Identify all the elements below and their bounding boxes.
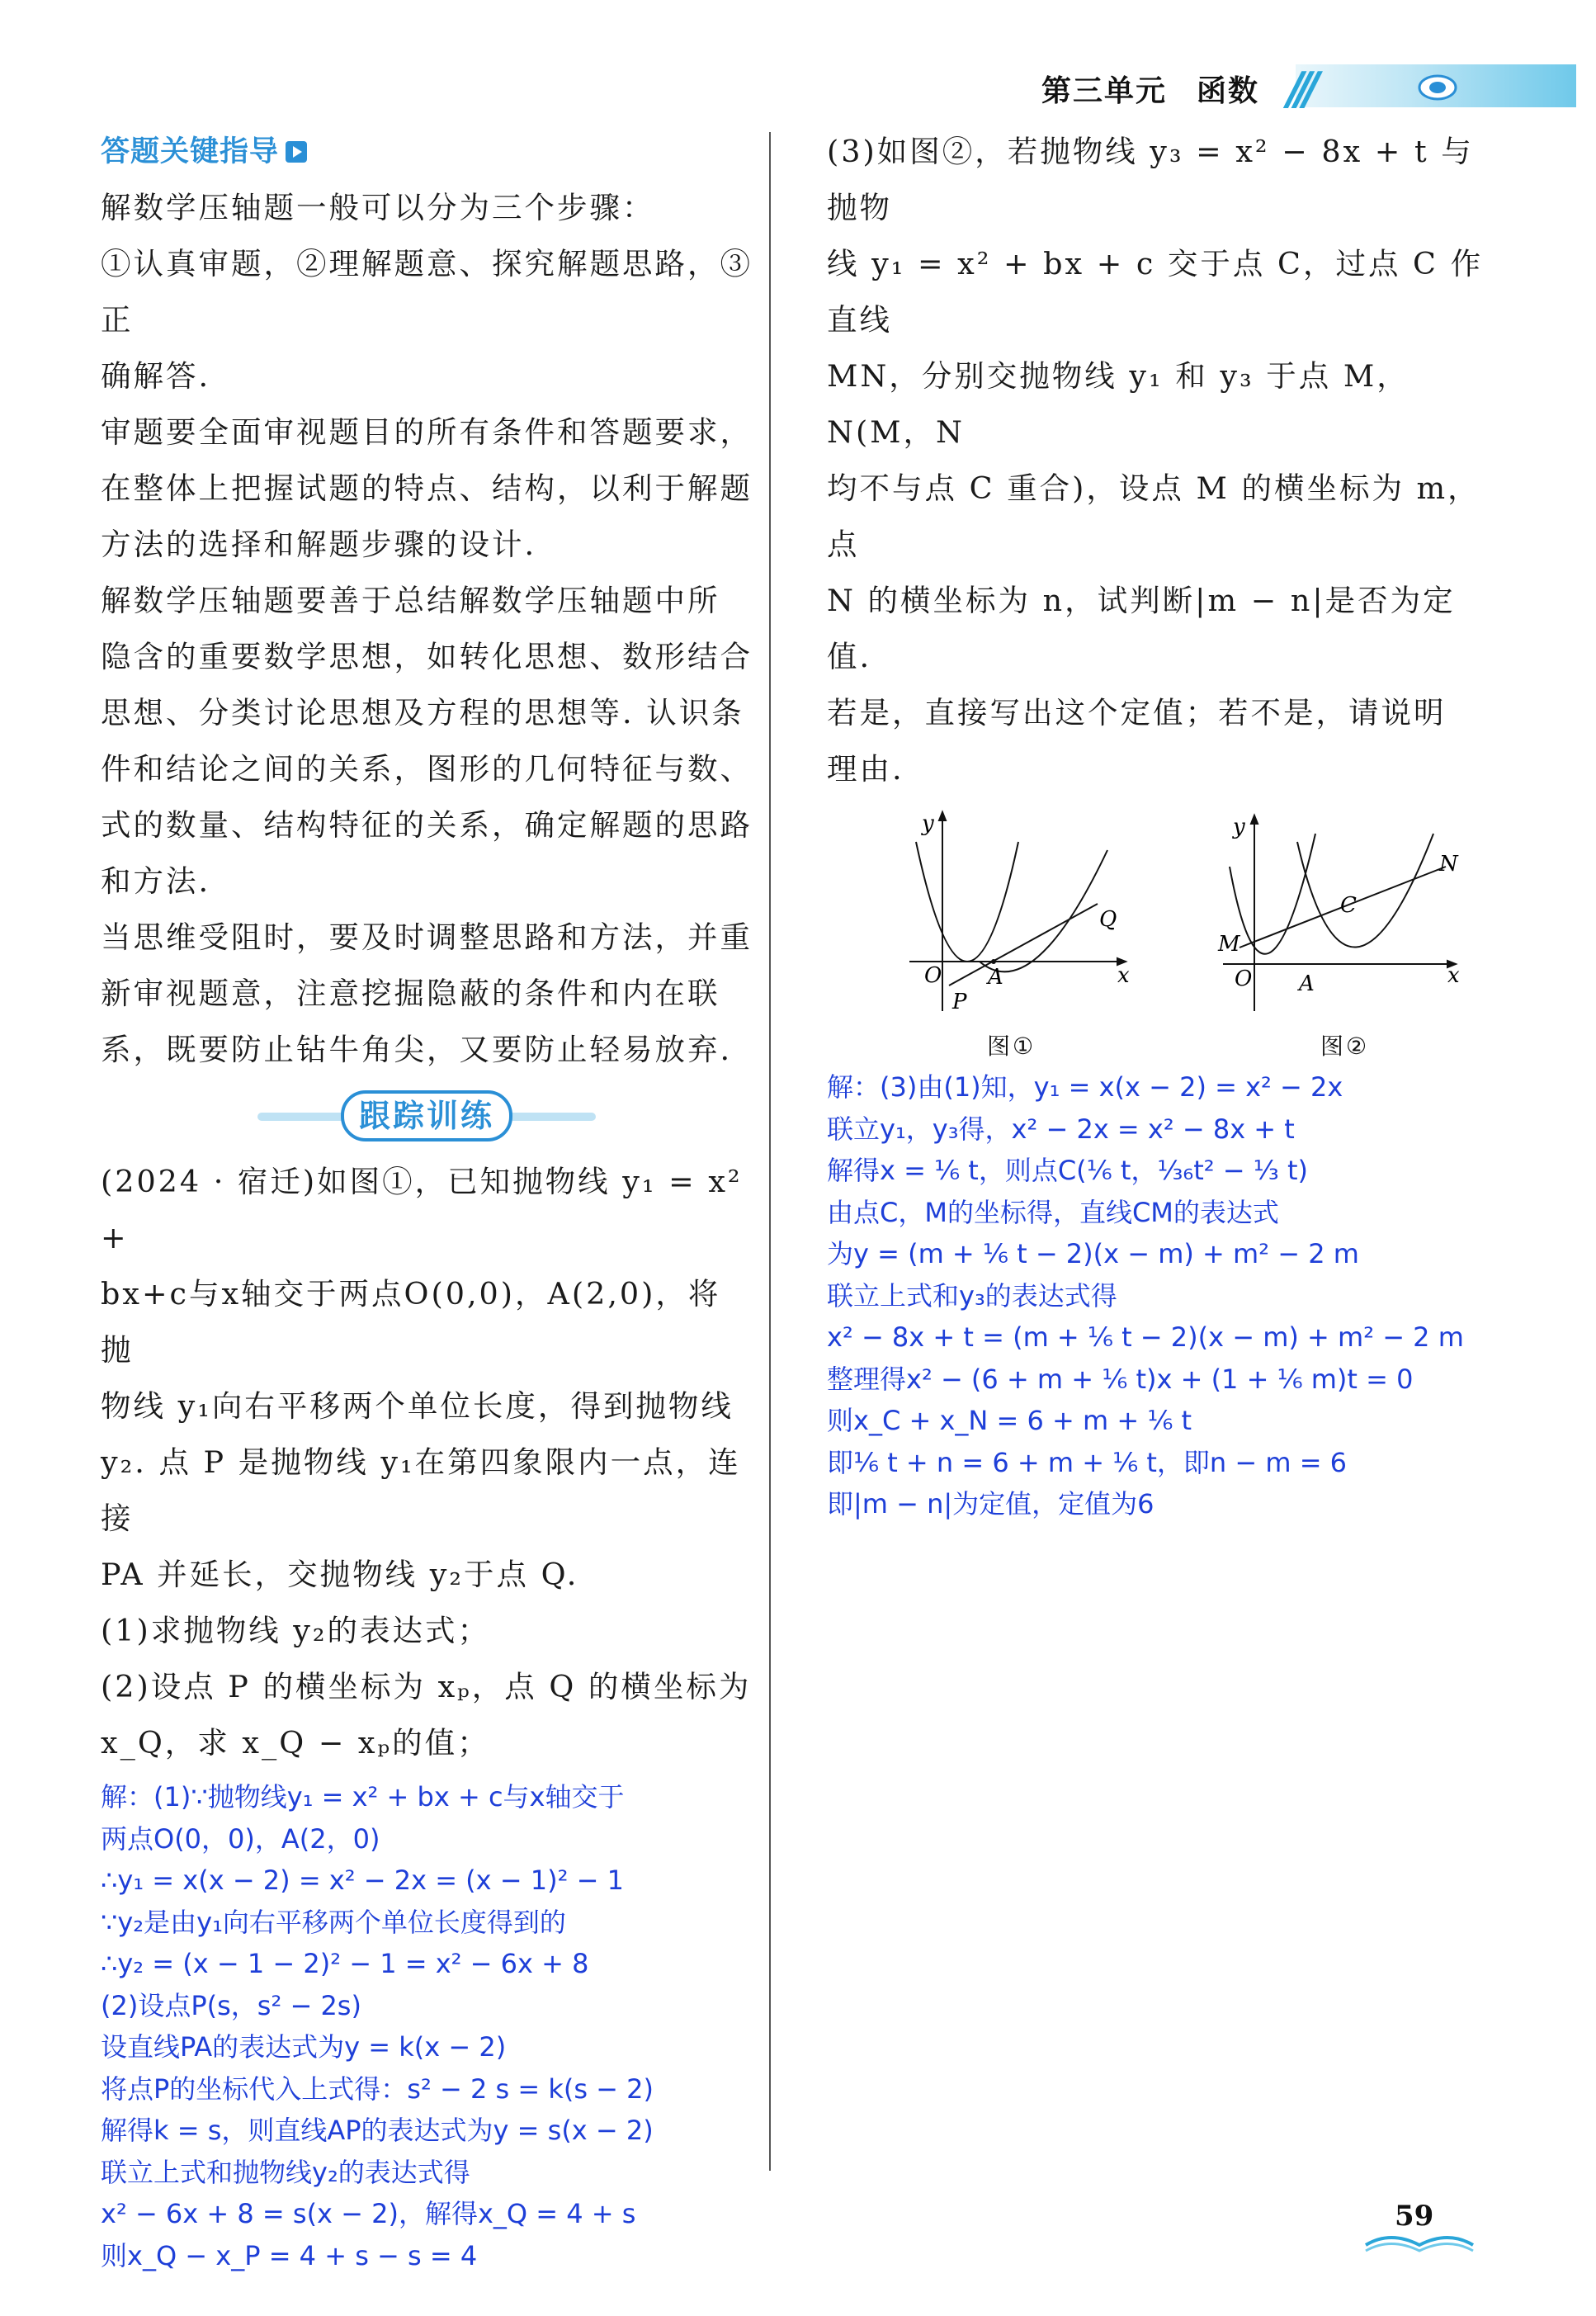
problem-line: N 的横坐标为 n，试判断|m − n|是否为定值. <box>827 583 1456 674</box>
answer-line: 设直线PA的表达式为y = k(x − 2) <box>101 2031 507 2063</box>
handwritten-answer-part3 <box>827 1066 1487 1525</box>
problem-line: 若是，直接写出这个定值；若不是，请说明 <box>827 695 1447 730</box>
label-P: P <box>952 990 970 1014</box>
label-M: M <box>1218 932 1243 957</box>
book-wave-icon <box>1362 2229 1477 2253</box>
text-line: 解数学压轴题一般可以分为三个步骤： <box>101 190 655 225</box>
text-line: 思想、分类讨论思想及方程的思想等. 认识条 <box>101 695 744 730</box>
page-number: 59 <box>1395 2200 1434 2233</box>
text-line: 当思维受阻时，要及时调整思路和方法，并重 <box>101 919 753 955</box>
answer-line: 为y = (m + ⅙ t − 2)(x − m) + m² − 2 m <box>827 1238 1359 1269</box>
label-N: N <box>1439 852 1461 877</box>
problem-line: 物线 y₁向右平移两个单位长度，得到抛物线 <box>101 1388 734 1424</box>
header-slashes-decoration: /// <box>1287 63 1312 115</box>
parabola-y1 <box>916 842 1018 962</box>
problem-line: x_Q，求 x_Q − xₚ的值； <box>101 1725 490 1761</box>
figure-1-caption: 图① <box>987 1033 1036 1060</box>
answer-line: 整理得x² − (6 + m + ⅙ t)x + (1 + ⅙ m)t = 0 <box>827 1363 1414 1395</box>
answer-line: 则x_Q − x_P = 4 + s − s = 4 <box>101 2239 478 2271</box>
problem-line: bx+c与x轴交于两点O(0,0)，A(2,0)，将抛 <box>101 1276 721 1368</box>
text-line: 审题要全面审视题目的所有条件和答题要求， <box>101 414 753 450</box>
problem-line: 理由. <box>827 751 904 787</box>
problem-line: (2)设点 P 的横坐标为 xₚ，点 Q 的横坐标为 <box>101 1669 752 1704</box>
problem-text <box>101 1154 753 1771</box>
label-x: x <box>1117 963 1132 988</box>
right-column <box>827 124 1487 1525</box>
label-y: y <box>922 811 937 836</box>
answer-line: x² − 8x + t = (m + ⅙ t − 2)(x − m) + m² − 2 m <box>827 1321 1464 1353</box>
answer-line: 解得k = s，则直线AP的表达式为y = s(x − 2) <box>101 2115 654 2146</box>
figure-2-caption: 图② <box>1320 1033 1370 1060</box>
answer-line: ∴y₂ = (x − 1 − 2)² − 1 = x² − 6x + 8 <box>101 1948 589 1979</box>
label-A: A <box>988 965 1006 990</box>
key-guide-heading <box>101 124 753 180</box>
tracking-practice-banner <box>101 1083 753 1149</box>
text-line: 系，既要防止钻牛角尖，又要防止轻易放弃. <box>101 1032 733 1067</box>
label-O: O <box>1235 967 1255 991</box>
answer-line: 即|m − n|为定值，定值为6 <box>827 1488 1155 1520</box>
text-line: 隐含的重要数学思想，如转化思想、数形结合 <box>101 639 753 674</box>
handwritten-answer <box>101 1776 753 2276</box>
answer-line: ∵y₂是由y₁向右平移两个单位长度得到的 <box>101 1906 566 1938</box>
y-axis-arrow-icon <box>1251 815 1258 824</box>
label-C: C <box>1340 893 1359 918</box>
answer-line: 解得x = ⅙ t，则点C(⅙ t，¹⁄₃₆t² − ⅓ t) <box>827 1155 1308 1186</box>
problem-line: (3)如图②，若抛物线 y₃ = x² − 8x + t 与抛物 <box>827 134 1474 225</box>
answer-line: ∴y₁ = x(x − 2) = x² − 2x = (x − 1)² − 1 <box>101 1865 624 1896</box>
text-line: 和方法. <box>101 863 211 899</box>
figure-2 <box>1215 809 1462 1015</box>
label-Q: Q <box>1099 907 1120 932</box>
text-line: 件和结论之间的关系，图形的几何特征与数、 <box>101 751 753 787</box>
answer-line: 将点P的坐标代入上式得：s² − 2 s = k(s − 2) <box>101 2073 654 2105</box>
text-line: ①认真审题，②理解题意、探究解题思路，③正 <box>101 246 753 338</box>
text-line: 在整体上把握试题的特点、结构，以利于解题 <box>101 470 753 506</box>
text-line: 解数学压轴题要善于总结解数学压轴题中所 <box>101 583 720 618</box>
banner-title: 跟踪训练 <box>341 1090 512 1141</box>
parabola-y2 <box>980 850 1107 971</box>
answer-line: 联立上式和抛物线y₂的表达式得 <box>101 2156 470 2188</box>
problem-line: MN，分别交抛物线 y₁ 和 y₃ 于点 M，N(M，N <box>827 358 1409 450</box>
y-axis-arrow-icon <box>939 812 946 820</box>
answer-line: 联立上式和y₃的表达式得 <box>827 1279 1117 1312</box>
key-guide-text <box>101 180 753 1078</box>
play-arrow-icon <box>286 141 307 163</box>
point-A <box>991 959 996 964</box>
figure-1 <box>901 809 1132 1015</box>
answer-line: 由点C，M的坐标得，直线CM的表达式 <box>827 1196 1279 1228</box>
label-y: y <box>1233 815 1248 839</box>
answer-line: 解：(3)由(1)知，y₁ = x(x − 2) = x² − 2x <box>827 1071 1343 1103</box>
answer-line: 则x_C + x_N = 6 + m + ⅙ t <box>827 1405 1192 1436</box>
page-header <box>1041 68 1259 110</box>
answer-line: (2)设点P(s，s² − 2s) <box>101 1989 361 2021</box>
key-guide-title: 答题关键指导 <box>101 135 280 168</box>
problem-line: PA 并延长，交抛物线 y₂于点 Q. <box>101 1557 579 1592</box>
text-line: 新审视题意，注意挖掘隐蔽的条件和内在联 <box>101 976 720 1011</box>
answer-line: 解：(1)∵抛物线y₁ = x² + bx + c与x轴交于 <box>101 1781 625 1813</box>
problem-line: y₂. 点 P 是抛物线 y₁在第四象限内一点，连接 <box>101 1444 741 1536</box>
unit-title: 第三单元 <box>1041 74 1168 108</box>
column-divider <box>769 132 771 2171</box>
part3-problem <box>827 124 1487 797</box>
problem-line: (2024 · 宿迁)如图①，已知抛物线 y₁ = x² + <box>101 1164 743 1255</box>
answer-line: 联立y₁，y₃得，x² − 2x = x² − 8x + t <box>827 1113 1295 1145</box>
text-line: 方法的选择和解题步骤的设计. <box>101 527 537 562</box>
label-O: O <box>924 963 945 988</box>
label-A: A <box>1299 971 1317 996</box>
problem-line: 均不与点 C 重合)，设点 M 的横坐标为 m，点 <box>827 470 1480 562</box>
label-x: x <box>1447 963 1462 988</box>
parabola-y3 <box>1297 834 1433 948</box>
line-PAQ <box>949 904 1098 985</box>
problem-line: (1)求抛物线 y₂的表达式； <box>101 1613 491 1648</box>
answer-line: 两点O(0，0)，A(2，0) <box>101 1822 380 1855</box>
left-column <box>101 124 753 2276</box>
text-line: 式的数量、结构特征的关系，确定解题的思路 <box>101 807 753 843</box>
answer-line: x² − 6x + 8 = s(x − 2)，解得x_Q = 4 + s <box>101 2198 636 2229</box>
topic-title: 函数 <box>1197 74 1260 108</box>
text-line: 确解答. <box>101 358 211 394</box>
figures <box>827 802 1487 1066</box>
answer-line: 即⅙ t + n = 6 + m + ⅙ t，即n − m = 6 <box>827 1446 1348 1478</box>
header-logo-icon <box>1411 69 1464 102</box>
problem-line: 线 y₁ = x² + bx + c 交于点 C，过点 C 作直线 <box>827 246 1484 338</box>
